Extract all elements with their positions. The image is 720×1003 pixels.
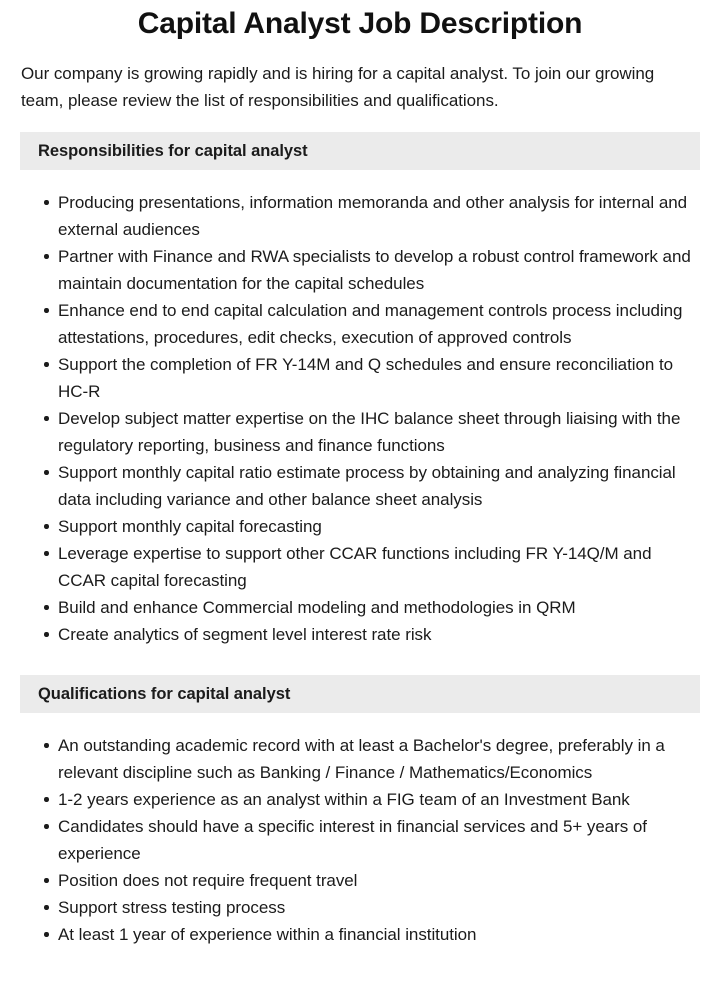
list-item: Candidates should have a specific interest in financial services and 5+ years of experience <box>44 813 700 867</box>
spacer <box>0 648 720 657</box>
list-item: Support stress testing process <box>44 894 700 921</box>
list-item: Position does not require frequent travel <box>44 867 700 894</box>
list-item: Build and enhance Commercial modeling and methodologies in QRM <box>44 594 700 621</box>
list-item: Partner with Finance and RWA specialists to develop a robust control framework and maintain documentation for the capital schedules <box>44 243 700 297</box>
section-header-qualifications <box>20 675 700 713</box>
list-item: Support the completion of FR Y-14M and Q schedules and ensure reconciliation to HC-R <box>44 351 700 405</box>
page-title: Capital Analyst Job Description <box>137 7 583 40</box>
list-item: 1-2 years experience as an analyst within a FIG team of an Investment Bank <box>44 786 700 813</box>
list-item: At least 1 year of experience within a financial institution <box>44 921 700 948</box>
qualifications-list <box>0 713 720 948</box>
list-item: Create analytics of segment level interest rate risk <box>44 621 700 648</box>
list-item: Develop subject matter expertise on the IHC balance sheet through liaising with the regulatory reporting, business and finance functions <box>44 405 700 459</box>
responsibilities-list <box>0 170 720 648</box>
list-item: An outstanding academic record with at least a Bachelor's degree, preferably in a relevant discipline such as Banking / Finance / Mathematics/Economics <box>44 732 700 786</box>
list-item: Support monthly capital forecasting <box>44 513 700 540</box>
list-item: Producing presentations, information memoranda and other analysis for internal and external audiences <box>44 189 700 243</box>
list-item: Support monthly capital ratio estimate process by obtaining and analyzing financial data including variance and other balance sheet analysis <box>44 459 700 513</box>
section-header-responsibilities <box>20 132 700 170</box>
list-item: Leverage expertise to support other CCAR functions including FR Y-14Q/M and CCAR capital forecasting <box>44 540 700 594</box>
section-responsibilities <box>0 114 720 657</box>
list-item: Enhance end to end capital calculation and management controls process including attestations, procedures, edit checks, execution of approved controls <box>44 297 700 351</box>
section-heading-label: Responsibilities for capital analyst <box>38 141 308 160</box>
section-heading-label: Qualifications for capital analyst <box>38 684 291 703</box>
spacer <box>0 114 720 132</box>
section-qualifications <box>0 657 720 948</box>
spacer <box>0 657 720 675</box>
intro-paragraph: Our company is growing rapidly and is hiring for a capital analyst. To join our growing team, please review the list of responsibilities and qualifications. <box>21 64 655 110</box>
